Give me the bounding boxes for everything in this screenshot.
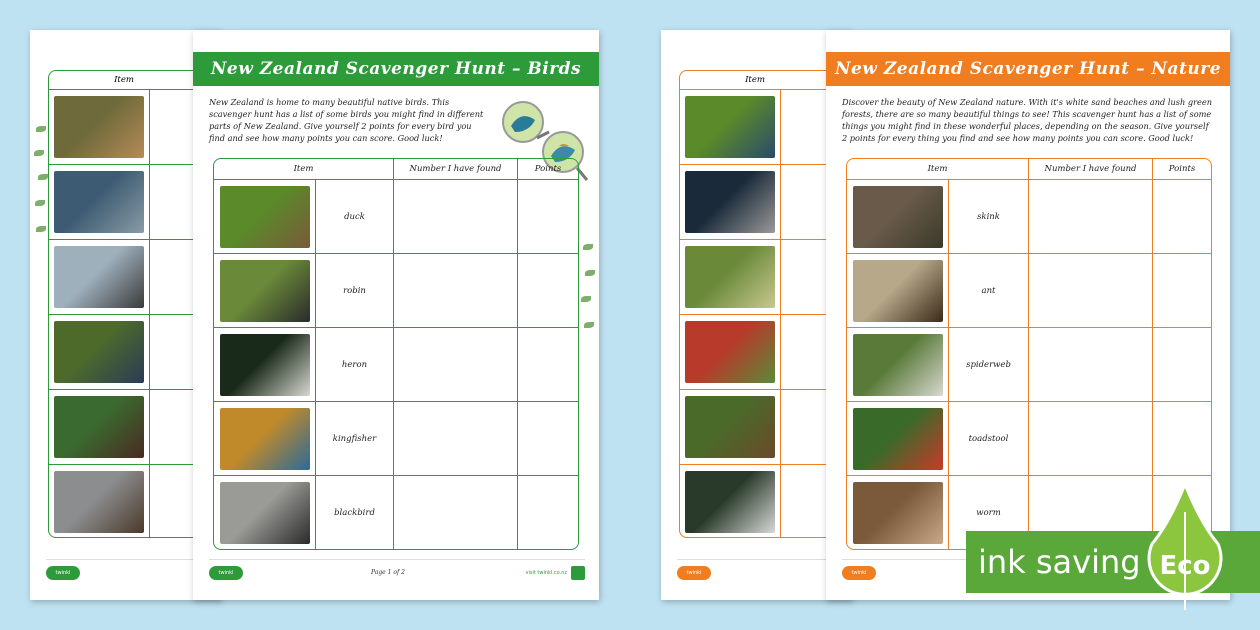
feijoa-photo [685,246,775,308]
birds-col-points: Points [518,159,578,180]
kingfisher-photo [220,408,310,470]
birds-intro: New Zealand is home to many beautiful native birds. This scavenger hunt has a list of some birds you might find in different parts of New Zealand. Give yourself 2 points for every bird you find and see how many points you can score. Good luck! [209,97,484,143]
item-photo-cell [214,180,316,254]
caterpillar-photo [685,96,775,158]
birds-footer-right [526,566,585,580]
points-cell[interactable] [1153,254,1211,328]
table-row [214,254,578,328]
table-row [214,180,578,254]
found-count-cell[interactable] [394,254,518,328]
saddleback-photo [54,396,144,458]
leaf-icon [34,150,44,156]
item-photo-cell [49,90,150,164]
nature-intro: Discover the beauty of New Zealand nature. With it's white sand beaches and lush green forests, there are so many beautiful things to see! This scavenger hunt has a list of some things you might find in these wonderful places, depending on the season. Give yourself 2 points for every thing you find and see how many points you can score. Good luck! [842,97,1212,143]
item-photo-cell [847,254,949,328]
found-count-cell[interactable] [394,402,518,476]
points-cell[interactable] [518,402,578,476]
skeleton-leaf-photo [685,171,775,233]
table-row [214,328,578,402]
birds-title: New Zealand Scavenger Hunt – Birds [193,52,599,86]
robin-photo [220,260,310,322]
points-cell[interactable] [1153,180,1211,254]
table-row [214,402,578,476]
ant-photo [853,260,943,322]
found-count-cell[interactable] [1029,328,1153,402]
found-count-cell[interactable] [394,180,518,254]
pohutukawa-photo [685,321,775,383]
eco-text: Eco [1159,551,1211,581]
item-label: ant [949,254,1029,328]
item-photo-cell [680,465,781,538]
points-cell[interactable] [518,180,578,254]
duck-photo [220,186,310,248]
ink-saving-text: ink saving [978,543,1141,581]
item-label: kingfisher [316,402,394,476]
item-photo-cell [214,328,316,402]
nature-back-col-item: Item [745,75,765,85]
nature-table-header [847,159,1211,180]
item-photo-cell [680,165,781,239]
item-photo-cell [214,476,316,549]
item-label: worm [949,476,1029,549]
birds-col-found: Number I have found [394,159,518,180]
oystercatcher-photo [54,246,144,308]
twinkl-badge-icon [571,566,585,580]
table-row [847,254,1211,328]
shag-photo [54,171,144,233]
item-label: spiderweb [949,328,1029,402]
toadstool-photo [853,408,943,470]
birds-table-header [214,159,578,180]
nature-col-points: Points [1153,159,1211,180]
item-label: blackbird [316,476,394,549]
item-photo-cell [680,240,781,314]
nature-back-page [661,30,852,600]
item-label: robin [316,254,394,328]
skink-photo [853,186,943,248]
birds-col-item: Item [214,159,394,180]
item-photo-cell [49,240,150,314]
item-photo-cell [680,315,781,389]
nature-back-footer-line [677,559,837,560]
birds-footer-line [209,559,585,560]
birds-front-page [193,30,599,600]
worm-photo [853,482,943,544]
points-cell[interactable] [1153,402,1211,476]
found-count-cell[interactable] [394,476,518,549]
found-count-cell[interactable] [1029,254,1153,328]
birds-logo: twinkl [209,566,243,580]
item-label: duck [316,180,394,254]
leaf-icon [36,126,46,132]
item-photo-cell [49,390,150,464]
blackbird-photo [220,482,310,544]
birds-back-col-item: Item [114,75,134,85]
birds-back-footer-line [46,559,206,560]
nature-col-found: Number I have found [1029,159,1153,180]
item-photo-cell [49,315,150,389]
tui-photo [54,321,144,383]
found-count-cell[interactable] [1029,180,1153,254]
item-photo-cell [847,402,949,476]
item-photo-cell [847,476,949,549]
sparrow-photo [54,96,144,158]
points-cell[interactable] [518,476,578,549]
table-row [847,402,1211,476]
nature-col-item: Item [847,159,1029,180]
item-photo-cell [680,390,781,464]
item-photo-cell [680,90,781,164]
leaf-icon [35,200,45,206]
points-cell[interactable] [1153,328,1211,402]
eco-leaf-icon [1140,482,1230,612]
birds-footer-text: visit twinkl.co.nz [525,570,567,576]
birds-back-logo: twinkl [46,566,80,580]
leaf-icon [38,174,48,180]
found-count-cell[interactable] [1029,402,1153,476]
found-count-cell[interactable] [394,328,518,402]
leaf-icon [581,296,591,302]
waterfall-photo [685,471,775,533]
spiderweb-photo [853,334,943,396]
item-photo-cell [49,465,150,538]
nature-logo: twinkl [842,566,876,580]
item-photo-cell [49,165,150,239]
item-photo-cell [847,328,949,402]
table-row [847,328,1211,402]
item-photo-cell [214,254,316,328]
nature-back-logo: twinkl [677,566,711,580]
cicada-photo [685,396,775,458]
leaf-icon [584,322,594,328]
leaf-icon [585,270,595,276]
points-cell[interactable] [518,328,578,402]
table-row [847,180,1211,254]
nature-title: New Zealand Scavenger Hunt – Nature [826,52,1230,86]
item-label: skink [949,180,1029,254]
item-label: toadstool [949,402,1029,476]
leaf-icon [583,244,593,250]
birds-table [213,158,579,550]
hawk-photo [54,471,144,533]
table-row [214,476,578,549]
leaf-icon [36,226,46,232]
item-photo-cell [214,402,316,476]
item-photo-cell [847,180,949,254]
points-cell[interactable] [518,254,578,328]
item-label: heron [316,328,394,402]
birds-rows [214,180,578,549]
birds-page-number: Page 1 of 2 [371,569,405,576]
heron-photo [220,334,310,396]
